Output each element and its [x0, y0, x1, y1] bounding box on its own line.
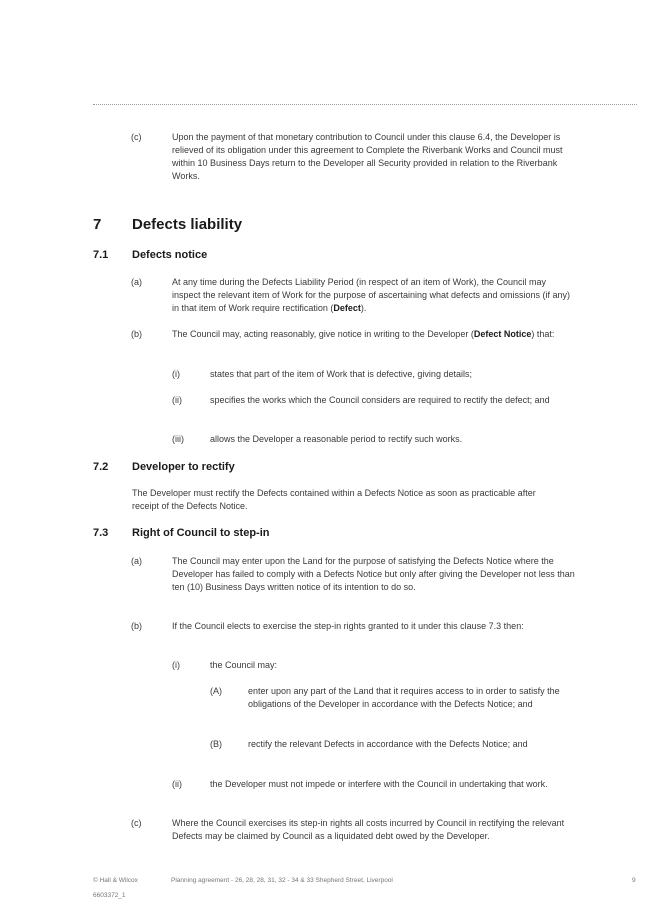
clause-text: Upon the payment of that monetary contribution to Council under this clause 6.4, the Developer is relieved of its obligation under this agreement to Complete the Riverbank Works and Council must within 10 Business Days return to the Developer all Security provided in relation to the Riverbank Works.: [172, 132, 563, 181]
clause-text: At any time during the Defects Liability Period (in respect of an item of Work), the Council may inspect the relevant item of Work for the purpose of ascertaining what defects and omissions (if any) in that item of Work require rectification (Defect).: [172, 277, 571, 313]
subclause-label: (i): [172, 660, 180, 670]
section-number: 7: [93, 216, 102, 233]
subclause-label: (ii): [172, 779, 182, 789]
paragraph-text: rectify the relevant Defects in accordance with the Defects Notice; and: [248, 739, 528, 749]
subclause-text: allows the Developer a reasonable period to rectify such works.: [210, 434, 463, 444]
subsection-title: Defects notice: [132, 249, 208, 261]
section-title: Defects liability: [132, 216, 243, 233]
footer-page-number: 9: [632, 877, 636, 884]
subclause-label: (iii): [172, 434, 184, 444]
footer-doc-reference: 6603372_1: [93, 892, 126, 899]
clause-label: (a): [131, 556, 142, 566]
paragraph-label: (B): [210, 739, 222, 749]
header-divider: [93, 104, 637, 105]
clause-label: (b): [131, 621, 142, 631]
clause-text: The Council may enter upon the Land for the purpose of satisfying the Defects Notice where the Developer has failed to comply with a Defects Notice but only after giving the Developer not less than ten (10) Business Days written notice of its intention to do so.: [172, 556, 575, 592]
clause-label: (b): [131, 329, 142, 339]
paragraph-text: enter upon any part of the Land that it requires access to in order to satisfy the obligations of the Developer in accordance with the Defects Notice; and: [248, 686, 560, 709]
subclause-label: (ii): [172, 395, 182, 405]
paragraph-label: (A): [210, 686, 222, 696]
subclause-text: the Council may:: [210, 660, 278, 670]
subsection-title: Right of Council to step-in: [132, 527, 270, 539]
clause-text: Where the Council exercises its step-in rights all costs incurred by Council in rectifying the relevant Defects may be claimed by Council as a liquidated debt owed by the Developer.: [172, 818, 565, 841]
subsection-title: Developer to rectify: [132, 461, 235, 473]
clause-label: (c): [131, 132, 142, 142]
subclause-text: specifies the works which the Council considers are required to rectify the defect; and: [210, 395, 550, 405]
defined-term: Defect: [333, 303, 361, 313]
footer-document-title: Planning agreement - 26, 28, 28, 31, 32 - 34 & 33 Shepherd Street, Liverpool: [171, 877, 393, 884]
clause-text: The Council may, acting reasonably, give notice in writing to the Developer (Defect Notice) that:: [172, 329, 555, 339]
clause-label: (c): [131, 818, 142, 828]
subclause-text: states that part of the item of Work that is defective, giving details;: [210, 369, 472, 379]
footer-firm: © Hall & Wilcox: [93, 877, 138, 884]
subsection-number: 7.2: [93, 461, 109, 473]
clause-text: If the Council elects to exercise the step-in rights granted to it under this clause 7.3 then:: [172, 621, 524, 631]
clause-label: (a): [131, 277, 142, 287]
clause-text: The Developer must rectify the Defects contained within a Defects Notice as soon as practicable after receipt of the Defects Notice.: [132, 488, 536, 511]
defined-term: Defect Notice: [473, 329, 532, 339]
subclause-label: (i): [172, 369, 180, 379]
subsection-number: 7.1: [93, 249, 109, 261]
subsection-number: 7.3: [93, 527, 109, 539]
subclause-text: the Developer must not impede or interfere with the Council in undertaking that work.: [210, 779, 548, 789]
